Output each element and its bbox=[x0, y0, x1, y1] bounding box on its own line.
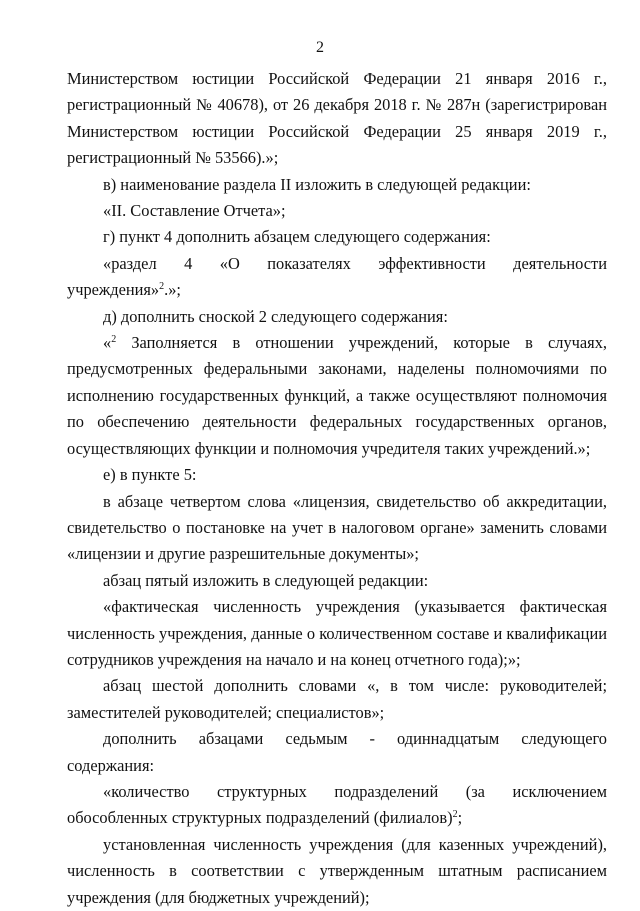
section-4-tail: .»; bbox=[164, 280, 181, 300]
paragraph-item-d: д) дополнить сноской 2 следующего содержания: bbox=[103, 306, 448, 326]
paragraph-footnote-2 bbox=[67, 330, 607, 462]
structural-units-tail: ; bbox=[457, 808, 463, 828]
paragraph-section-title: «II. Составление Отчета»; bbox=[103, 201, 286, 221]
page-number: 2 bbox=[316, 39, 324, 56]
paragraph-fourth-abzac: в абзаце четвертом слова «лицензия, свидетельство об аккредитации, свидетельство о постановке на учет в налоговом органе» заменить словами «лицензии и другие разрешительные документы»; bbox=[67, 491, 607, 564]
structural-units-text: «количество структурных подразделений (за исключением обособленных структурных подразделений (филиалов) bbox=[67, 781, 607, 828]
footnote-ref-2b: 2 bbox=[452, 809, 458, 821]
paragraph-section-4 bbox=[67, 251, 607, 304]
footnote-open-quote: « bbox=[103, 333, 112, 353]
paragraph-item-v: в) наименование раздела II изложить в следующей редакции: bbox=[103, 174, 531, 194]
paragraph-add-abzacs: дополнить абзацами седьмым - одиннадцатым следующего содержания: bbox=[67, 729, 607, 775]
document-body bbox=[67, 66, 607, 911]
paragraph-actual-headcount: «фактическая численность учреждения (указывается фактическая численность учреждения, данные о количественном составе и квалификации сотрудников учреждения на начало и на конец отчетного года);»; bbox=[67, 597, 607, 669]
paragraph-sixth-abzac: абзац шестой дополнить словами «, в том числе: руководителей; заместителей руководителей; специалистов»; bbox=[67, 676, 607, 722]
section-4-text: «раздел 4 «О показателях эффективности деятельности учреждения» bbox=[67, 253, 607, 300]
footnote-ref-2: 2 bbox=[159, 281, 165, 293]
paragraph-registration-continued: Министерством юстиции Российской Федерации 21 января 2016 г., регистрационный № 40678), от 26 декабря 2018 г. № 287н (зарегистрирован Министерством юстиции Российской Федерации 25 января 2019 г., регистрационный № 53566).»; bbox=[67, 69, 607, 168]
footnote-text: Заполняется в отношении учреждений, которые в случаях, предусмотренных федеральными законами, наделены полномочиями по исполнению государственных функций, а также осуществляют полномочия по обеспечению деятельности федеральных государственных органов, осуществляющих функции и полномочия учредителя таких учреждений.»; bbox=[67, 333, 607, 458]
paragraph-item-g: г) пункт 4 дополнить абзацем следующего содержания: bbox=[103, 227, 491, 247]
paragraph-established-headcount: установленная численность учреждения (для казенных учреждений), численность в соответствии с утвержденным штатным расписанием учреждения (для бюджетных учреждений); bbox=[67, 834, 607, 907]
footnote-marker-2: 2 bbox=[111, 334, 117, 346]
paragraph-structural-units bbox=[67, 779, 607, 832]
paragraph-item-e: е) в пункте 5: bbox=[103, 465, 197, 485]
paragraph-fifth-abzac: абзац пятый изложить в следующей редакции: bbox=[103, 570, 429, 590]
